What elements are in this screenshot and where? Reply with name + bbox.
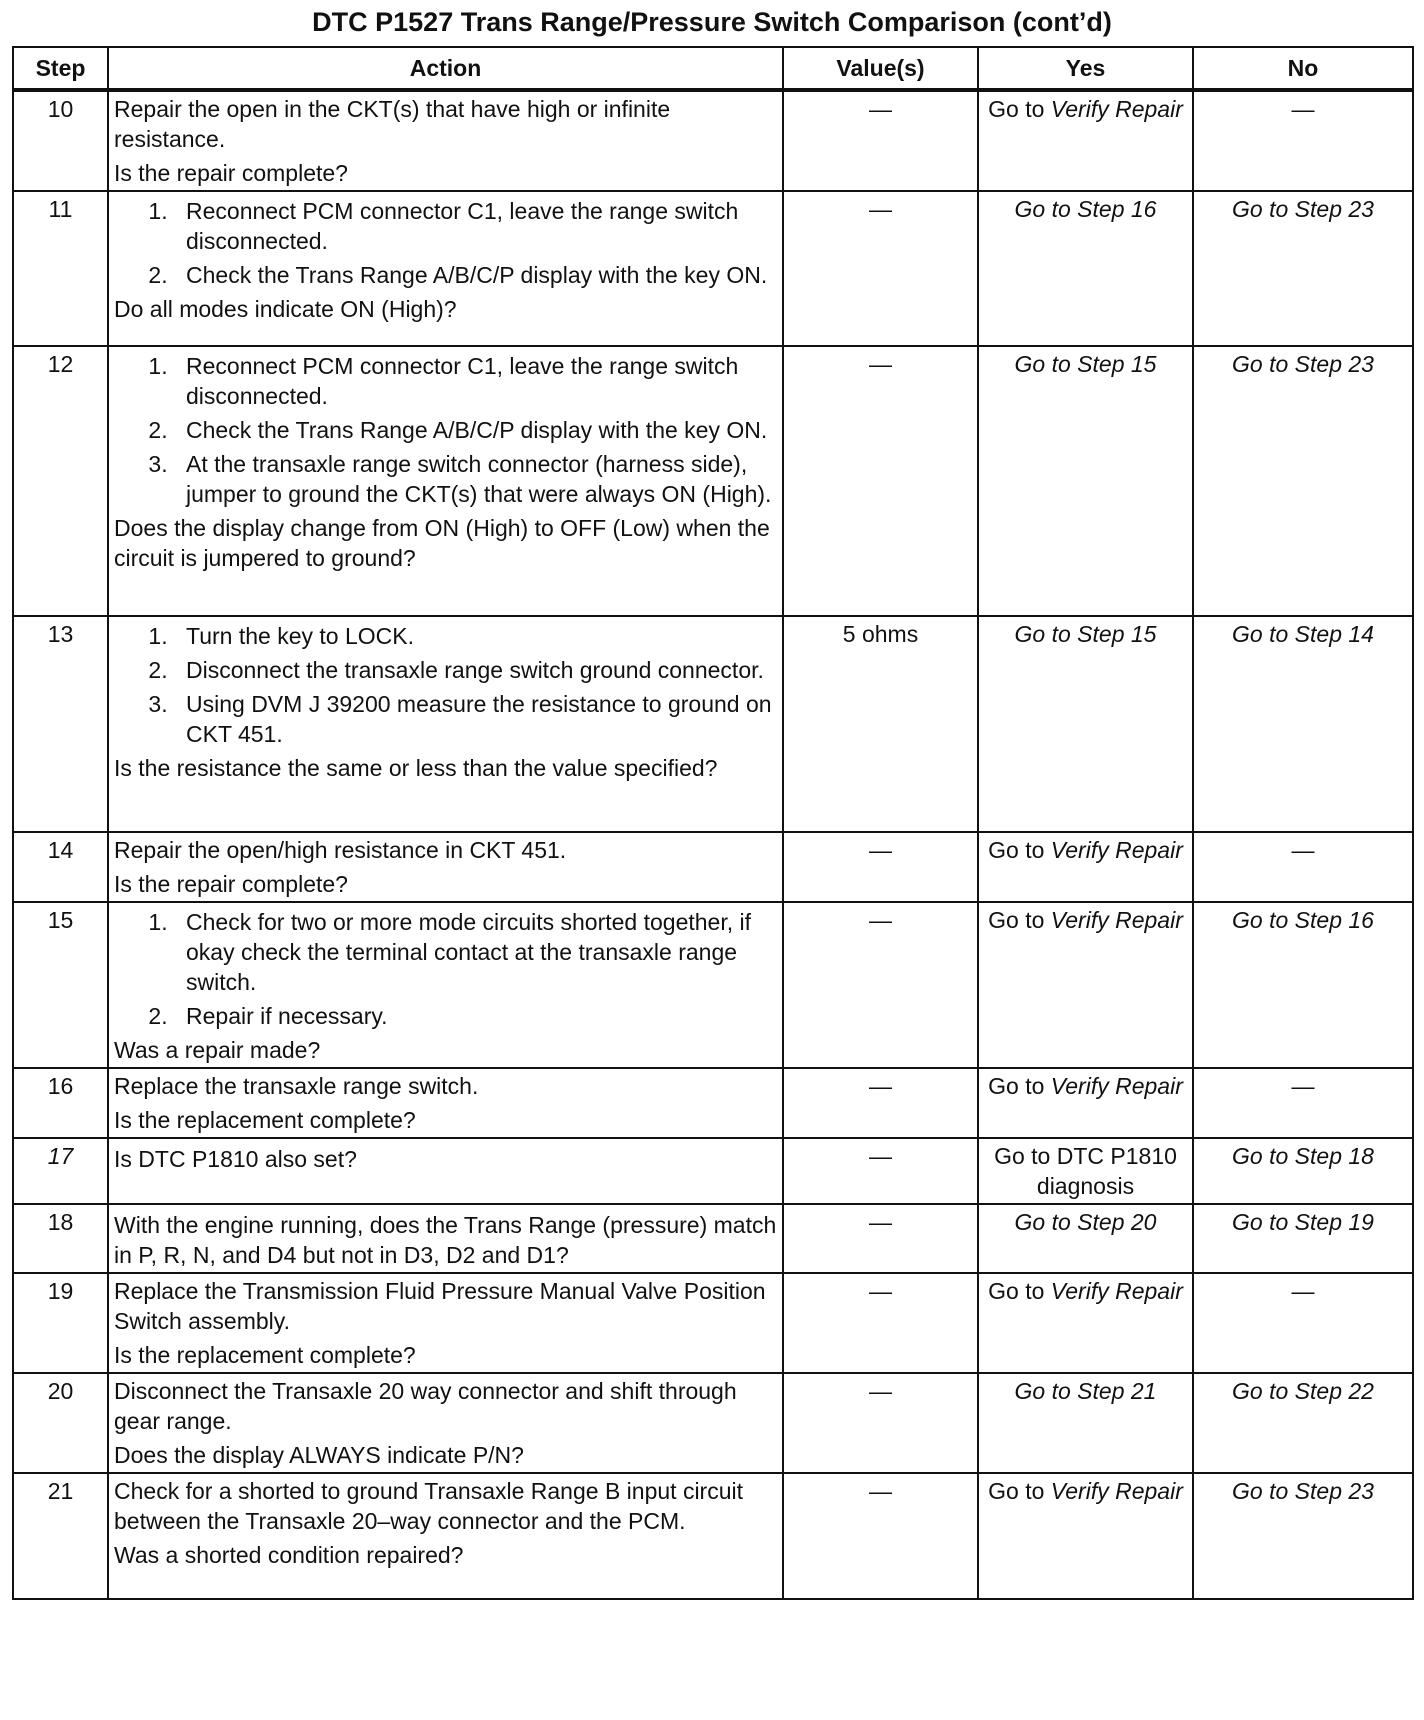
yes-go-to: Go to <box>988 1073 1045 1099</box>
no-cell: Go to Step 23 <box>1193 191 1413 346</box>
action-text: Check for a shorted to ground Transaxle Range B input circuit between the Transaxle 20–way connector and the PCM. <box>114 1478 744 1534</box>
action-cell <box>108 616 783 832</box>
action-cell <box>108 1204 783 1273</box>
header-no: No <box>1193 47 1413 90</box>
action-question: Is the resistance the same or less than the value specified? <box>114 755 718 781</box>
action-text: Disconnect the Transaxle 20 way connector and shift through gear range. <box>114 1378 737 1434</box>
yes-go-to: Go to <box>988 837 1045 863</box>
value-cell: — <box>783 1068 978 1138</box>
no-cell: — <box>1193 1273 1413 1373</box>
value-cell: — <box>783 191 978 346</box>
yes-cell <box>978 1473 1193 1599</box>
action-cell <box>108 1138 783 1204</box>
step-number: 17 <box>13 1138 108 1204</box>
action-text: Replace the Transmission Fluid Pressure Manual Valve Position Switch assembly. <box>114 1278 766 1334</box>
action-cell <box>108 832 783 902</box>
no-cell: Go to Step 14 <box>1193 616 1413 832</box>
action-question: Does the display ALWAYS indicate P/N? <box>114 1442 524 1468</box>
action-question: Was a shorted condition repaired? <box>114 1542 464 1568</box>
table-row <box>13 346 1413 616</box>
action-question: Is the repair complete? <box>114 871 348 897</box>
action-cell <box>108 90 783 191</box>
action-step: 1. Check for two or more mode circuits shorted together, if okay check the terminal contact at the transaxle range switch. <box>174 907 777 997</box>
no-cell: Go to Step 18 <box>1193 1138 1413 1204</box>
action-step: 2. Disconnect the transaxle range switch ground connector. <box>174 655 777 685</box>
step-number: 12 <box>13 346 108 616</box>
yes-cell <box>978 1373 1193 1473</box>
value-cell: — <box>783 90 978 191</box>
value-cell: — <box>783 1473 978 1599</box>
no-cell: Go to Step 19 <box>1193 1204 1413 1273</box>
value-cell: — <box>783 1273 978 1373</box>
action-step: 1. Reconnect PCM connector C1, leave the range switch disconnected. <box>174 196 777 256</box>
table-row <box>13 191 1413 346</box>
yes-go-to: Go to <box>988 1278 1045 1304</box>
header-step: Step <box>13 47 108 90</box>
action-question: Does the display change from ON (High) to OFF (Low) when the circuit is jumpered to ground? <box>114 515 770 571</box>
value-cell: 5 ohms <box>783 616 978 832</box>
table-row <box>13 902 1413 1068</box>
action-text: Repair the open in the CKT(s) that have high or infinite resistance. <box>114 96 671 152</box>
action-step: 2. Check the Trans Range A/B/C/P display with the key ON. <box>174 415 777 445</box>
table-body <box>13 90 1413 1599</box>
yes-cell <box>978 90 1193 191</box>
action-question: Is the repair complete? <box>114 160 348 186</box>
no-cell: Go to Step 23 <box>1193 346 1413 616</box>
yes-verify-repair-link: Verify Repair <box>1050 1278 1183 1304</box>
yes-verify-repair-link: Verify Repair <box>1050 837 1183 863</box>
step-number: 19 <box>13 1273 108 1373</box>
step-number: 16 <box>13 1068 108 1138</box>
action-question: Is DTC P1810 also set? <box>114 1146 357 1172</box>
action-steps-list <box>114 621 777 749</box>
page-title: DTC P1527 Trans Range/Pressure Switch Comparison (cont’d) <box>312 7 1112 37</box>
action-cell <box>108 1068 783 1138</box>
yes-verify-repair-link: Verify Repair <box>1050 907 1183 933</box>
action-question: Was a repair made? <box>114 1037 321 1063</box>
action-question: Do all modes indicate ON (High)? <box>114 296 457 322</box>
yes-go-to-step: Go to Step 15 <box>1014 351 1157 377</box>
header-yes: Yes <box>978 47 1193 90</box>
action-step: 2. Repair if necessary. <box>174 1001 777 1031</box>
value-cell: — <box>783 1138 978 1204</box>
action-step: 3. At the transaxle range switch connector (harness side), jumper to ground the CKT(s) that were always ON (High). <box>174 449 777 509</box>
action-cell <box>108 1473 783 1599</box>
yes-cell <box>978 616 1193 832</box>
yes-go-to-step: Go to Step 21 <box>1014 1378 1157 1404</box>
action-cell <box>108 902 783 1068</box>
yes-cell <box>978 832 1193 902</box>
value-cell: — <box>783 902 978 1068</box>
action-cell <box>108 346 783 616</box>
step-number: 21 <box>13 1473 108 1599</box>
action-cell <box>108 1373 783 1473</box>
value-cell: — <box>783 346 978 616</box>
no-cell: — <box>1193 832 1413 902</box>
no-cell: — <box>1193 90 1413 191</box>
action-step: 3. Using DVM J 39200 measure the resistance to ground on CKT 451. <box>174 689 777 749</box>
action-step: 1. Turn the key to LOCK. <box>174 621 777 651</box>
no-cell: — <box>1193 1068 1413 1138</box>
yes-go-to-step: Go to Step 16 <box>1014 196 1157 222</box>
action-question: Is the replacement complete? <box>114 1107 416 1133</box>
action-step: 2. Check the Trans Range A/B/C/P display with the key ON. <box>174 260 777 290</box>
yes-verify-repair-link: Verify Repair <box>1050 1478 1183 1504</box>
diagnostic-table <box>12 46 1414 1600</box>
action-question: With the engine running, does the Trans Range (pressure) match in P, R, N, and D4 but not in D3, D2 and D1? <box>114 1212 777 1268</box>
yes-cell <box>978 1204 1193 1273</box>
table-row <box>13 1273 1413 1373</box>
table-row <box>13 832 1413 902</box>
header-action: Action <box>108 47 783 90</box>
action-cell <box>108 191 783 346</box>
yes-go-to-step: Go to DTC P1810 diagnosis <box>994 1143 1177 1199</box>
step-number: 15 <box>13 902 108 1068</box>
table-row <box>13 1204 1413 1273</box>
action-question: Is the replacement complete? <box>114 1342 416 1368</box>
step-number: 14 <box>13 832 108 902</box>
table-row <box>13 1138 1413 1204</box>
step-number: 10 <box>13 90 108 191</box>
yes-go-to-step: Go to Step 15 <box>1014 621 1157 647</box>
yes-cell <box>978 902 1193 1068</box>
yes-go-to: Go to <box>988 1478 1045 1504</box>
yes-cell <box>978 191 1193 346</box>
step-number: 20 <box>13 1373 108 1473</box>
table-row <box>13 616 1413 832</box>
action-steps-list <box>114 907 777 1031</box>
no-cell: Go to Step 22 <box>1193 1373 1413 1473</box>
value-cell: — <box>783 1373 978 1473</box>
header-values: Value(s) <box>783 47 978 90</box>
value-cell: — <box>783 1204 978 1273</box>
action-cell <box>108 1273 783 1373</box>
table-header-row <box>13 47 1413 90</box>
yes-cell <box>978 346 1193 616</box>
table-row <box>13 1068 1413 1138</box>
yes-verify-repair-link: Verify Repair <box>1050 1073 1183 1099</box>
table-row <box>13 1373 1413 1473</box>
table-row <box>13 1473 1413 1599</box>
yes-verify-repair-link: Verify Repair <box>1050 96 1183 122</box>
no-cell: Go to Step 16 <box>1193 902 1413 1068</box>
yes-go-to: Go to <box>988 907 1045 933</box>
no-cell: Go to Step 23 <box>1193 1473 1413 1599</box>
yes-go-to: Go to <box>988 96 1045 122</box>
action-step: 1. Reconnect PCM connector C1, leave the range switch disconnected. <box>174 351 777 411</box>
step-number: 18 <box>13 1204 108 1273</box>
yes-cell <box>978 1068 1193 1138</box>
yes-cell <box>978 1273 1193 1373</box>
table-row <box>13 90 1413 191</box>
yes-go-to-step: Go to Step 20 <box>1014 1209 1157 1235</box>
action-steps-list <box>114 351 777 509</box>
step-number: 13 <box>13 616 108 832</box>
action-text: Repair the open/high resistance in CKT 451. <box>114 837 567 863</box>
action-steps-list <box>114 196 777 290</box>
yes-cell <box>978 1138 1193 1204</box>
action-text: Replace the transaxle range switch. <box>114 1073 479 1099</box>
value-cell: — <box>783 832 978 902</box>
step-number: 11 <box>13 191 108 346</box>
